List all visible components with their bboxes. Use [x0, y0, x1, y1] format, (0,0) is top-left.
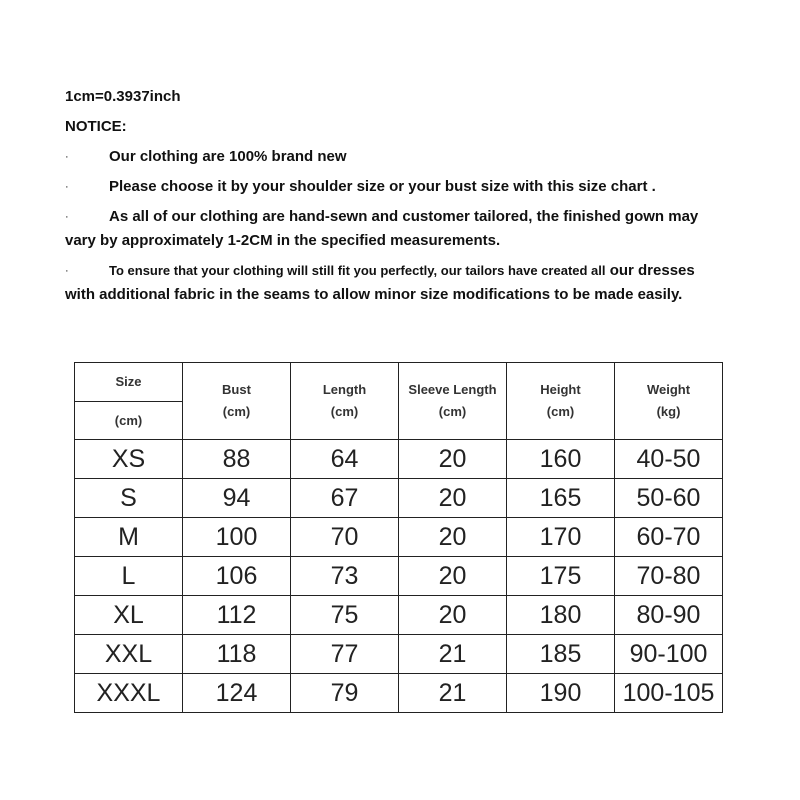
cell-weight: 90-100: [615, 635, 723, 674]
cell-length: 67: [291, 479, 399, 518]
cell-height: 170: [507, 518, 615, 557]
table-row: [75, 635, 723, 674]
cell-weight: 50-60: [615, 479, 723, 518]
header-size-unit: (cm): [75, 402, 183, 440]
notice-item: [65, 145, 705, 169]
header-weight-name: Weight: [646, 382, 691, 397]
cell-bust: 124: [183, 674, 291, 713]
header-weight-unit: (kg): [656, 404, 681, 419]
cell-sleeve: 20: [399, 518, 507, 557]
table-row: [75, 596, 723, 635]
cell-height: 160: [507, 440, 615, 479]
cell-height: 185: [507, 635, 615, 674]
header-height: [507, 363, 615, 440]
unit-conversion: 1cm=0.3937inch: [65, 88, 181, 105]
header-bust: [183, 363, 291, 440]
cell-weight: 80-90: [615, 596, 723, 635]
cell-bust: 88: [183, 440, 291, 479]
notice-item-text: our dresses with additional fabric in the seams to allow minor size modifications to be made easily.: [65, 262, 695, 303]
cell-weight: 40-50: [615, 440, 723, 479]
header-weight: [615, 363, 723, 440]
notice-title: NOTICE:: [65, 118, 127, 135]
size-chart-table: [74, 362, 723, 713]
header-height-unit: (cm): [546, 404, 575, 419]
header-height-name: Height: [540, 382, 581, 397]
header-length: [291, 363, 399, 440]
bullet-icon: ·: [65, 265, 69, 277]
cell-length: 75: [291, 596, 399, 635]
cell-size: M: [75, 518, 183, 557]
cell-sleeve: 21: [399, 674, 507, 713]
cell-bust: 94: [183, 479, 291, 518]
cell-bust: 100: [183, 518, 291, 557]
cell-bust: 112: [183, 596, 291, 635]
cell-length: 77: [291, 635, 399, 674]
table-row: [75, 557, 723, 596]
table-header-row: [75, 363, 723, 402]
table-row: [75, 440, 723, 479]
cell-size: XL: [75, 596, 183, 635]
cell-sleeve: 21: [399, 635, 507, 674]
cell-height: 175: [507, 557, 615, 596]
cell-size: S: [75, 479, 183, 518]
cell-sleeve: 20: [399, 440, 507, 479]
cell-size: XXL: [75, 635, 183, 674]
notice-item-text: Our clothing are 100% brand new: [109, 148, 347, 165]
cell-length: 73: [291, 557, 399, 596]
cell-bust: 106: [183, 557, 291, 596]
cell-sleeve: 20: [399, 479, 507, 518]
cell-size: XXXL: [75, 674, 183, 713]
cell-height: 165: [507, 479, 615, 518]
table-row: [75, 674, 723, 713]
bullet-icon: ·: [65, 211, 69, 223]
header-size: Size: [75, 363, 183, 402]
bullet-icon: ·: [65, 181, 69, 193]
notice-item-text: Please choose it by your shoulder size or your bust size with this size chart .: [109, 178, 656, 195]
cell-length: 64: [291, 440, 399, 479]
notice-item-text: As all of our clothing are hand-sewn and customer tailored, the finished gown may vary by approximately 1-2CM in the specified measurements.: [65, 208, 699, 249]
cell-height: 180: [507, 596, 615, 635]
cell-length: 70: [291, 518, 399, 557]
cell-weight: 60-70: [615, 518, 723, 557]
header-sleeve-length: [399, 363, 507, 440]
cell-sleeve: 20: [399, 596, 507, 635]
header-bust-name: Bust: [222, 382, 251, 397]
header-sleeve-unit: (cm): [438, 404, 467, 419]
header-bust-unit: (cm): [222, 404, 251, 419]
cell-size: L: [75, 557, 183, 596]
notice-item: [65, 205, 705, 253]
cell-sleeve: 20: [399, 557, 507, 596]
cell-weight: 100-105: [615, 674, 723, 713]
header-length-unit: (cm): [330, 404, 359, 419]
header-length-name: Length: [322, 382, 367, 397]
header-sleeve-name: Sleeve Length: [408, 382, 497, 397]
cell-height: 190: [507, 674, 615, 713]
cell-length: 79: [291, 674, 399, 713]
cell-weight: 70-80: [615, 557, 723, 596]
cell-bust: 118: [183, 635, 291, 674]
cell-size: XS: [75, 440, 183, 479]
notice-section: [65, 85, 705, 313]
notice-item: [65, 175, 705, 199]
bullet-icon: ·: [65, 151, 69, 163]
table-row: [75, 518, 723, 557]
notice-item: [65, 259, 705, 307]
notice-item-lead: To ensure that your clothing will still fit you perfectly, our tailors have created all: [109, 263, 606, 278]
table-row: [75, 479, 723, 518]
